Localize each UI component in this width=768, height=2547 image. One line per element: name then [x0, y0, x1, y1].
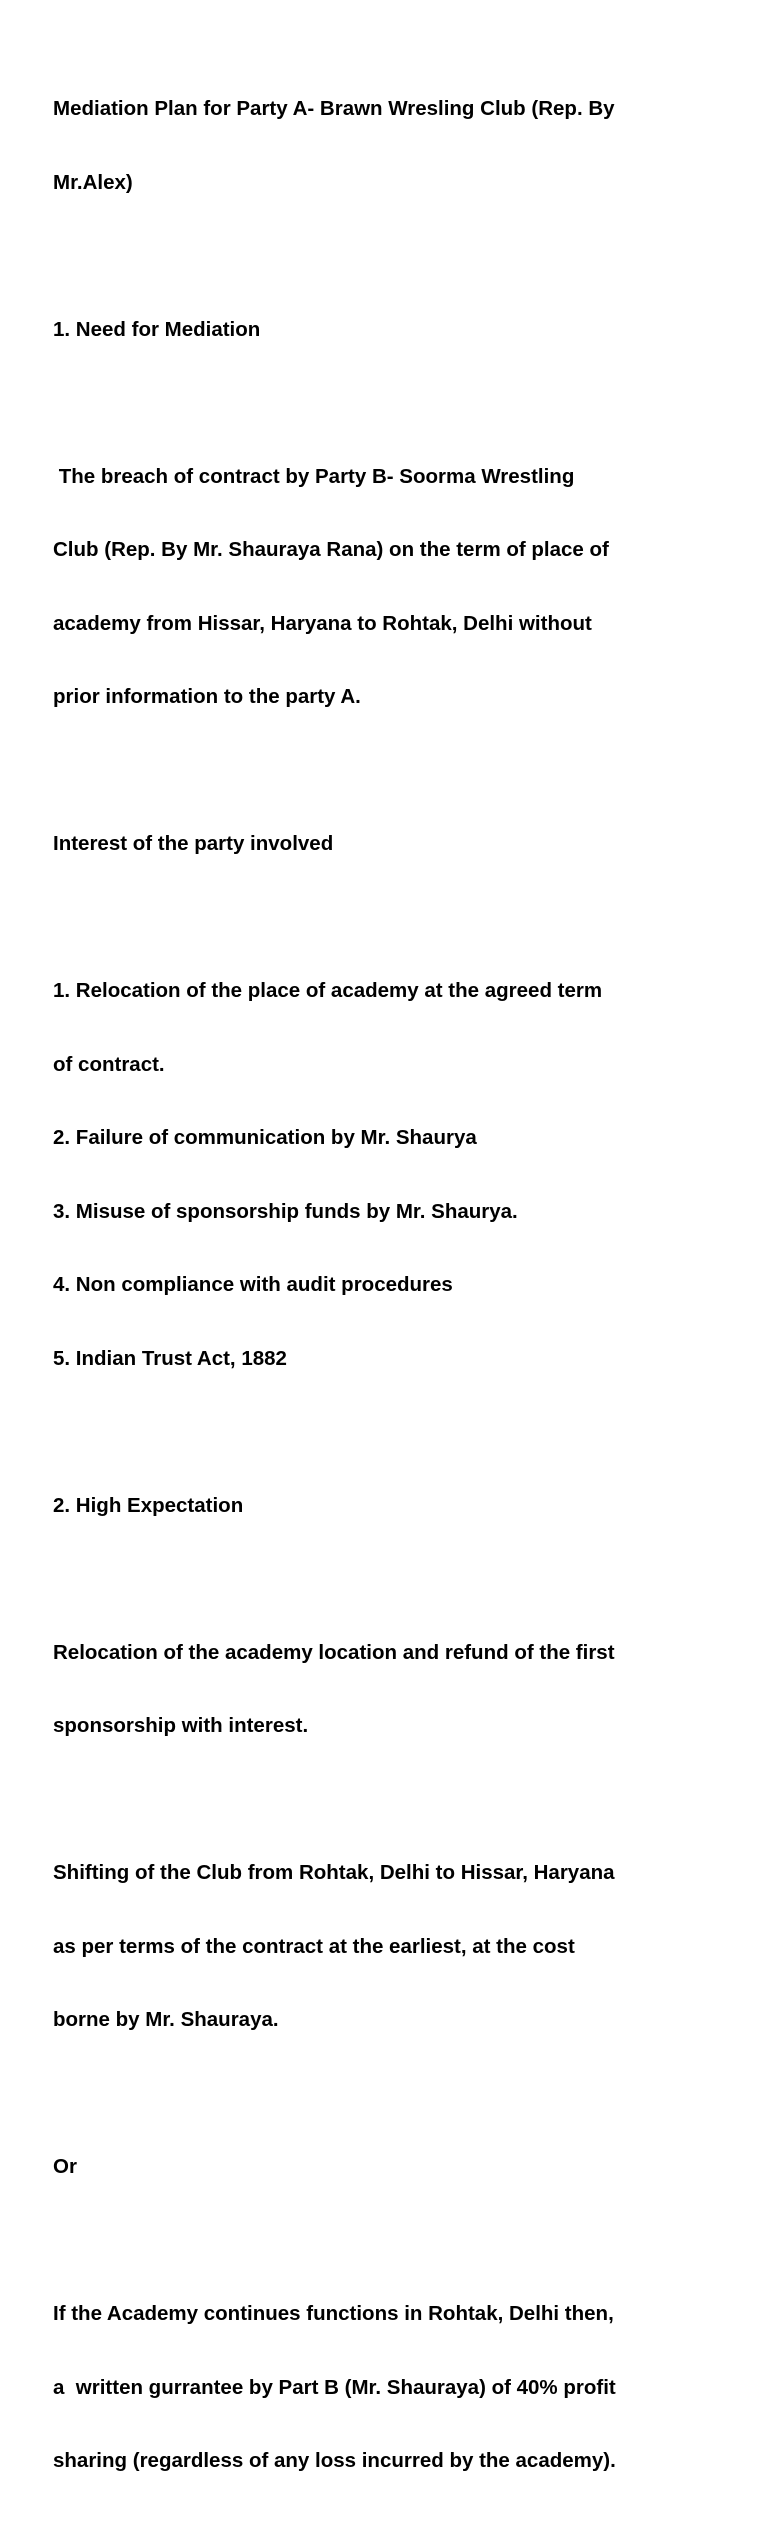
document-title [53, 48, 743, 244]
text-line: If the Academy continues functions in Rohtak, Delhi then, [53, 2302, 614, 2325]
list-item: 4. Non compliance with audit procedures [53, 1273, 453, 1296]
text-line: The breach of contract by Party B- Soorma Wrestling [53, 464, 575, 488]
interest-list [53, 930, 743, 1420]
text-line: Club (Rep. By Mr. Shauraya Rana) on the term of place of [53, 538, 609, 561]
list-item: 3. Misuse of sponsorship funds by Mr. Shaurya. [53, 1199, 518, 1223]
paragraph-shifting-club [53, 1812, 743, 2082]
text-line: as per terms of the contract at the earliest, at the cost [53, 1934, 575, 1958]
text-line: a written gurrantee by Part B (Mr. Shauraya) of 40% profit [53, 2375, 616, 2399]
text-line: prior information to the party A. [53, 685, 361, 708]
section-heading-interest: Interest of the party involved [53, 832, 334, 855]
text-line: academy from Hissar, Haryana to Rohtak, Delhi without [53, 611, 592, 635]
text-line: borne by Mr. Shauraya. [53, 2008, 279, 2031]
section-heading-high-expectation: 2. High Expectation [53, 1493, 244, 1517]
document-page [53, 48, 743, 2547]
section-heading-need-for-mediation: 1. Need for Mediation [53, 317, 261, 341]
title-line: Mr.Alex) [53, 170, 133, 194]
text-line: Relocation of the academy location and refund of the first [53, 1640, 615, 1664]
text-line: Shifting of the Club from Rohtak, Delhi to Hissar, Haryana [53, 1861, 615, 1884]
paragraph-breach-of-contract [53, 416, 743, 759]
or-separator: Or [53, 2155, 77, 2178]
text-line: sponsorship with interest. [53, 1714, 309, 1737]
list-item: 2. Failure of communication by Mr. Shaurya [53, 1126, 477, 1149]
paragraph-written-guarantee [53, 2253, 743, 2523]
list-item: of contract. [53, 1052, 165, 1076]
text-line: sharing (regardless of any loss incurred by the academy). [53, 2449, 616, 2472]
paragraph-relocation-refund [53, 1592, 743, 1788]
title-line: Mediation Plan for Party A- Brawn Wresling Club (Rep. By [53, 97, 615, 120]
list-item: 1. Relocation of the place of academy at the agreed term [53, 979, 603, 1002]
list-item: 5. Indian Trust Act, 1882 [53, 1346, 287, 1370]
